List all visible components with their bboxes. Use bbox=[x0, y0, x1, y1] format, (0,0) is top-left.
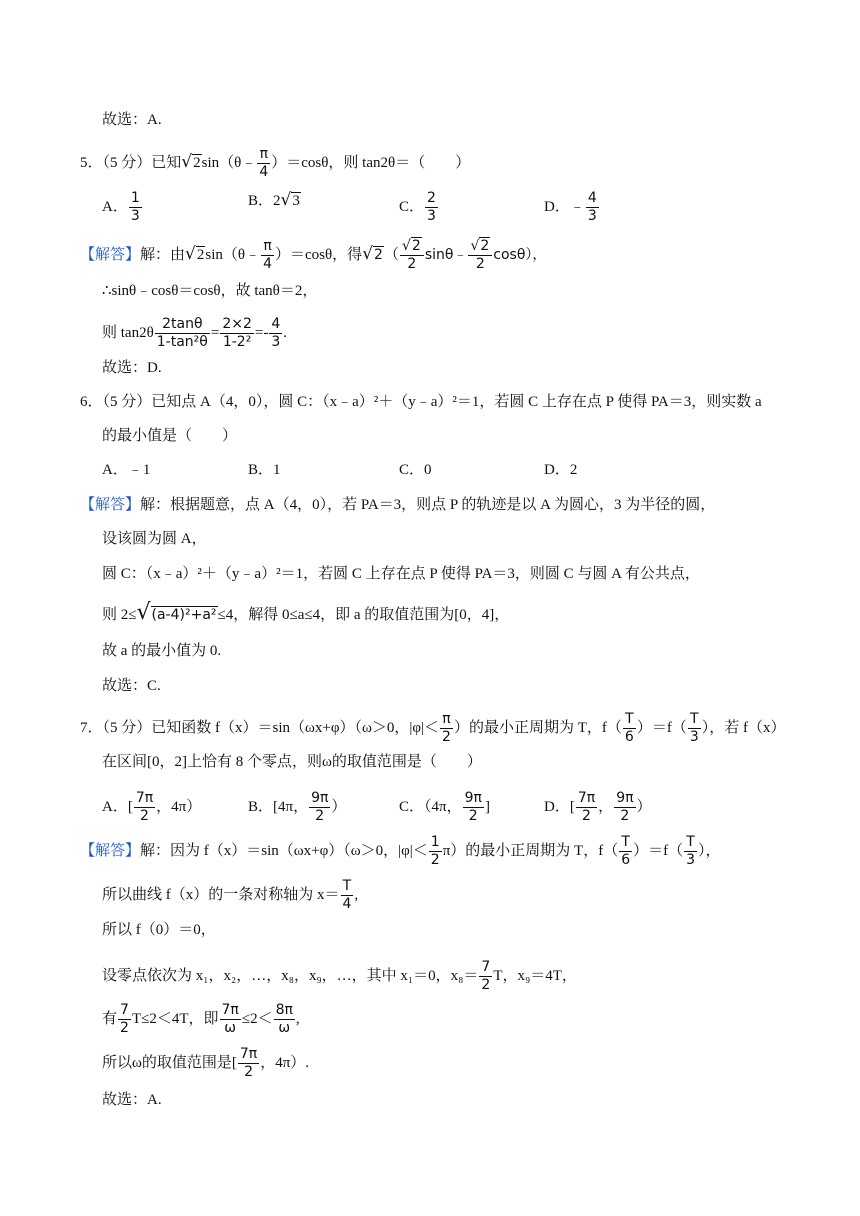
q6-solution-line1: 【解答】解：根据题意，点 A（4，0），若 PA＝3，则点 P 的轨迹是以 A 为圆心，3 为半径的圆， bbox=[80, 497, 716, 513]
q7-solution-line5: 有 $\frac{7}{2}$ T≤2＜4T，即 $\frac{7\pi}{\omega}$ ≤2＜ $\frac{8\pi}{\omega}$ , bbox=[102, 1002, 300, 1036]
answer-label: 【解答】 bbox=[80, 497, 141, 513]
q6-solution-line5: 故 a 的最小值为 0. bbox=[102, 643, 222, 659]
q7-solution-line1: 【解答】解：因为 f（x）＝sin（ωx+φ）（ω＞0，|φ|＜ $\frac{1}{2}$ π）的最小正周期为 T，f（ $\frac{T}{6}$ ）＝f（ $\frac{T}{3}$ ）， bbox=[80, 834, 721, 868]
q7-stem-line1: 7．（5 分）已知函数 f（x）＝sin（ωx+φ）（ω＞0，|φ|＜ $\frac{\pi}{2}$ ）的最小正周期为 T，f（ $\frac{T}{6}$ ）＝f（ $\frac{T}{3}$ ），若 f（x） bbox=[80, 711, 786, 745]
previous-answer: 故选：A. bbox=[102, 112, 162, 128]
q7-solution-line2: 所以曲线 f（x）的一条对称轴为 x＝ $\frac{T}{4}$ , bbox=[102, 878, 359, 912]
q5-solution-line2: ∴sinθ﹣cosθ＝cosθ，故 tanθ＝2， bbox=[102, 283, 318, 299]
q7-option-c: C．（4π， $\frac{9\pi}{2}$ ] bbox=[399, 790, 490, 824]
q7-option-d: D．[ $\frac{7\pi}{2}$ ， $\frac{9\pi}{2}$ ） bbox=[544, 790, 652, 824]
q6-option-b: B．1 bbox=[248, 462, 281, 478]
q5-solution-line1: 【解答】解：由√2sin（θ﹣ $\frac{\pi}{4}$ ）＝cosθ，得√2（ $\frac{√2}{2}$ sinθ﹣ $\frac{√2}{2}$ cosθ）， bbox=[80, 238, 547, 272]
q6-solution-line4: 则 2≤√(a-4)²+a²≤4，解得 0≤a≤4，即 a 的取值范围为[0，4]， bbox=[102, 600, 510, 625]
q7-solution-line4: 设零点依次为 x₁，x₂，…，x₈，x₉，…，其中 x₁＝0，x₈＝ $\frac{7}{2}$ T，x₉＝4T， bbox=[102, 959, 577, 993]
q6-choose: 故选：C. bbox=[102, 678, 161, 694]
q7-solution-line6: 所以ω的取值范围是[ $\frac{7\pi}{2}$ ，4π）. bbox=[102, 1046, 310, 1080]
q5-option-d: D．﹣ $\frac{4}{3}$ bbox=[544, 190, 597, 224]
q6-option-d: D．2 bbox=[544, 462, 578, 478]
answer-label: 【解答】 bbox=[80, 842, 141, 859]
q5-option-c: C． $\frac{2}{3}$ bbox=[399, 190, 436, 224]
q5-option-a: A． $\frac{1}{3}$ bbox=[102, 190, 140, 224]
q6-stem-line2: 的最小值是（ ） bbox=[102, 428, 238, 444]
q5-choose: 故选：D. bbox=[102, 360, 162, 376]
q7-option-a: A．[ $\frac{7\pi}{2}$ ，4π） bbox=[102, 790, 202, 824]
q7-option-b: B．[4π， $\frac{9\pi}{2}$ ） bbox=[248, 790, 347, 824]
q7-solution-line3: 所以 f（0）＝0， bbox=[102, 922, 216, 938]
q6-solution-line2: 设该圆为圆 A， bbox=[102, 531, 207, 547]
q6-stem-line1: 6．（5 分）已知点 A（4，0），圆 C：（x﹣a）²＋（y﹣a）²＝1，若圆 C 上存在点 P 使得 PA＝3，则实数 a bbox=[80, 394, 762, 410]
q5-option-b: B．2√3 bbox=[248, 190, 300, 210]
q5-solution-line3: 则 tan2θ $\frac{2\tan\theta}{\text{1-tan²θ}}$ = $\frac{2\times 2}{\text{1-2²}}$ =- $\frac{4}{3}$ . bbox=[102, 316, 287, 350]
q6-solution-line3: 圆 C：（x﹣a）²＋（y﹣a）²＝1，若圆 C 上存在点 P 使得 PA＝3，则圆 C 与圆 A 有公共点， bbox=[102, 566, 700, 582]
q6-option-a: A．﹣1 bbox=[102, 462, 151, 478]
q5-stem: 5．（5 分）已知√2sin（θ﹣ $\frac{\pi}{4}$ ）＝cosθ，则 tan2θ＝（ ） bbox=[80, 146, 471, 180]
q7-choose: 故选：A. bbox=[102, 1092, 162, 1108]
q6-option-c: C．0 bbox=[399, 462, 432, 478]
q7-stem-line2: 在区间[0，2]上恰有 8 个零点，则ω的取值范围是（ ） bbox=[102, 754, 482, 770]
answer-label: 【解答】 bbox=[80, 246, 141, 263]
